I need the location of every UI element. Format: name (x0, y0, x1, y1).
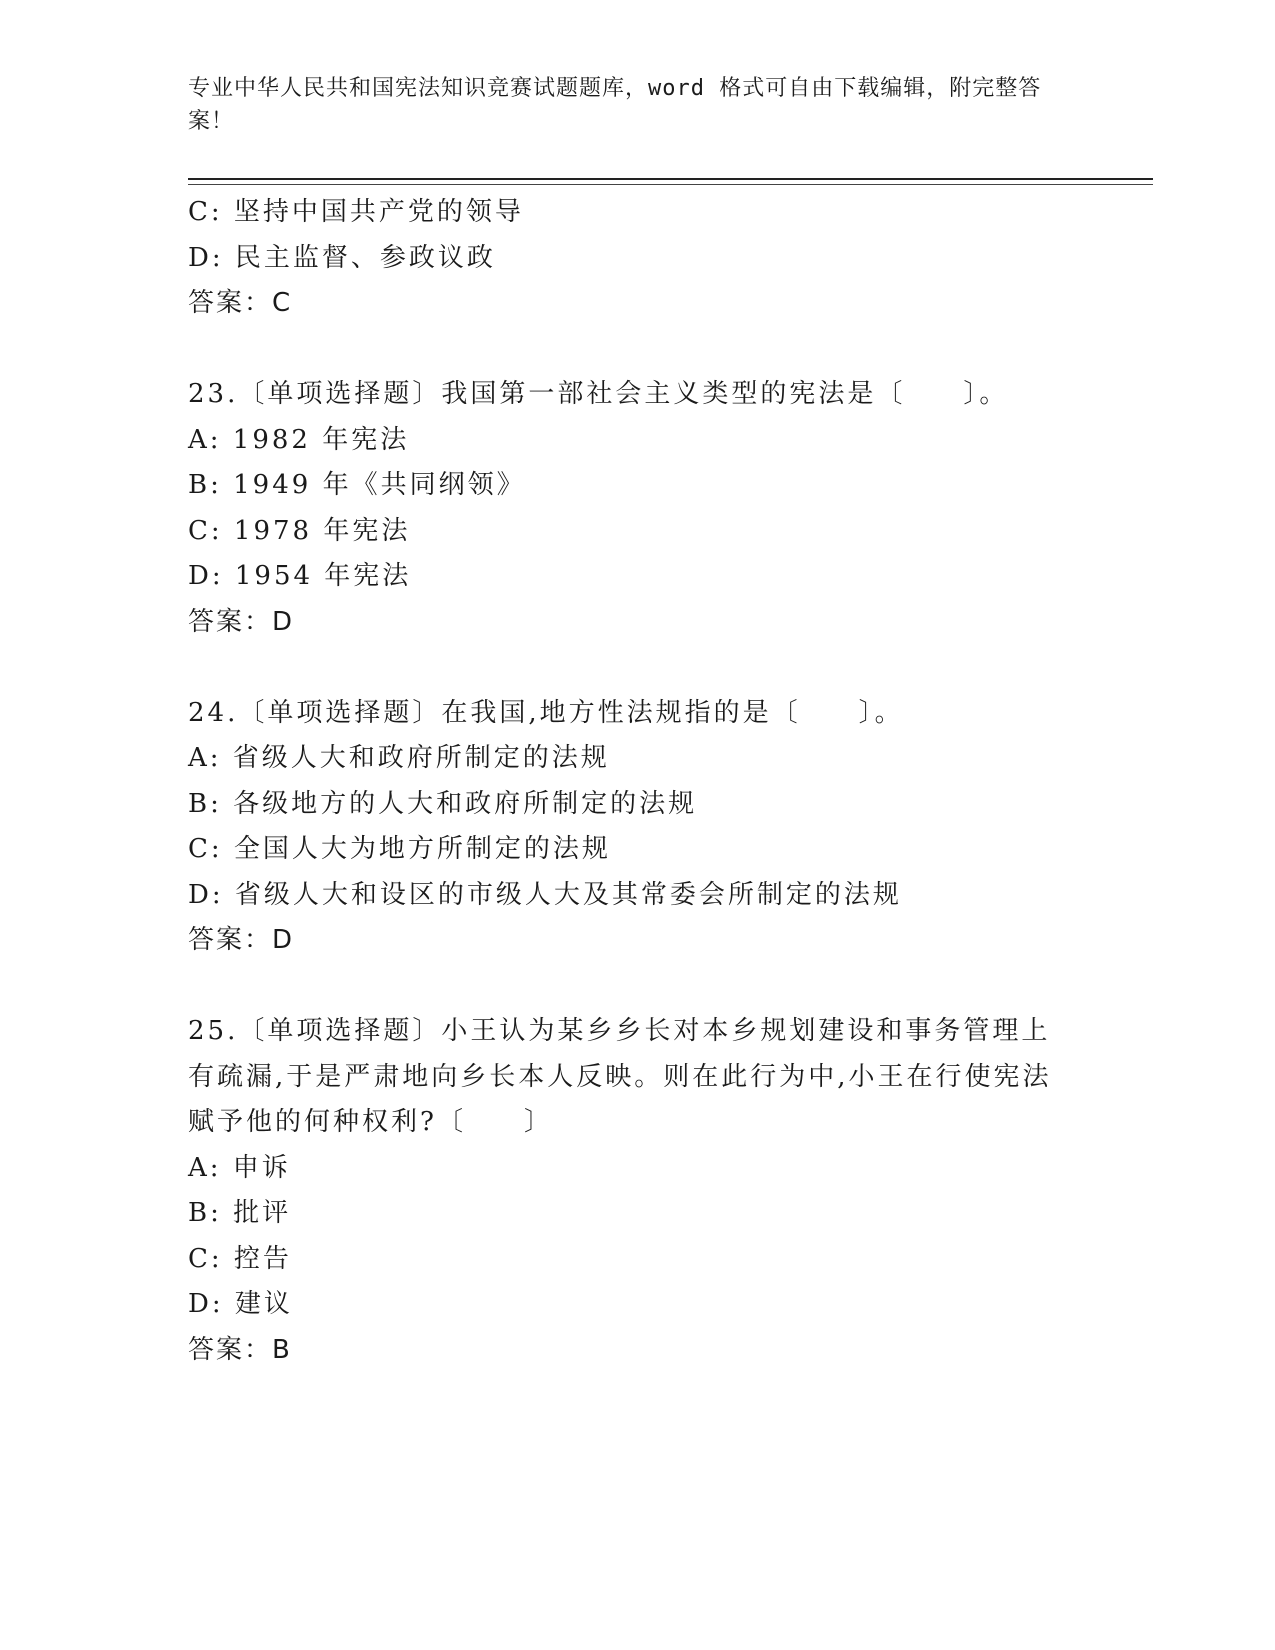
question-content (188, 190, 1088, 1373)
answer-line: 答案：B (188, 1334, 292, 1365)
option-line: C: 坚持中国共产党的领导 (188, 197, 524, 227)
option-line: D: 建议 (188, 1289, 293, 1319)
document-header: 专业中华人民共和国宪法知识竞赛试题题库，word 格式可自由下载编辑，附完整答案！ (188, 76, 1042, 134)
option-line: A: 省级人大和政府所制定的法规 (188, 743, 610, 773)
question-stem: 25.〔单项选择题〕小王认为某乡乡长对本乡规划建设和事务管理上有疏漏,于是严肃地向乡长本人反映。则在此行为中,小王在行使宪法赋予他的何种权利?〔 〕 (188, 1016, 1052, 1137)
question-stem: 23.〔单项选择题〕我国第一部社会主义类型的宪法是〔 〕。 (188, 379, 1009, 409)
option-line: A: 申诉 (188, 1152, 291, 1183)
option-line: B: 批评 (188, 1198, 292, 1228)
answer-line: 答案：C (188, 288, 293, 318)
option-line: D: 1954 年宪法 (188, 561, 412, 591)
answer-line: 答案：D (188, 925, 295, 955)
option-line: B: 各级地方的人大和政府所制定的法规 (188, 788, 698, 819)
header-divider-thick (188, 178, 1153, 180)
option-line: C: 全国人大为地方所制定的法规 (188, 834, 611, 864)
option-line: C: 控告 (188, 1243, 292, 1274)
option-line: B: 1949 年《共同纲领》 (188, 470, 526, 500)
answer-line: 答案：D (188, 606, 295, 637)
option-line: D: 省级人大和设区的市级人大及其常委会所制定的法规 (188, 879, 902, 910)
question-stem: 24.〔单项选择题〕在我国,地方性法规指的是〔 〕。 (188, 697, 904, 728)
header-divider-thin (188, 184, 1153, 185)
option-line: C: 1978 年宪法 (188, 515, 411, 546)
option-line: A: 1982 年宪法 (188, 424, 410, 455)
option-line: D: 民主监督、参政议政 (188, 242, 496, 273)
